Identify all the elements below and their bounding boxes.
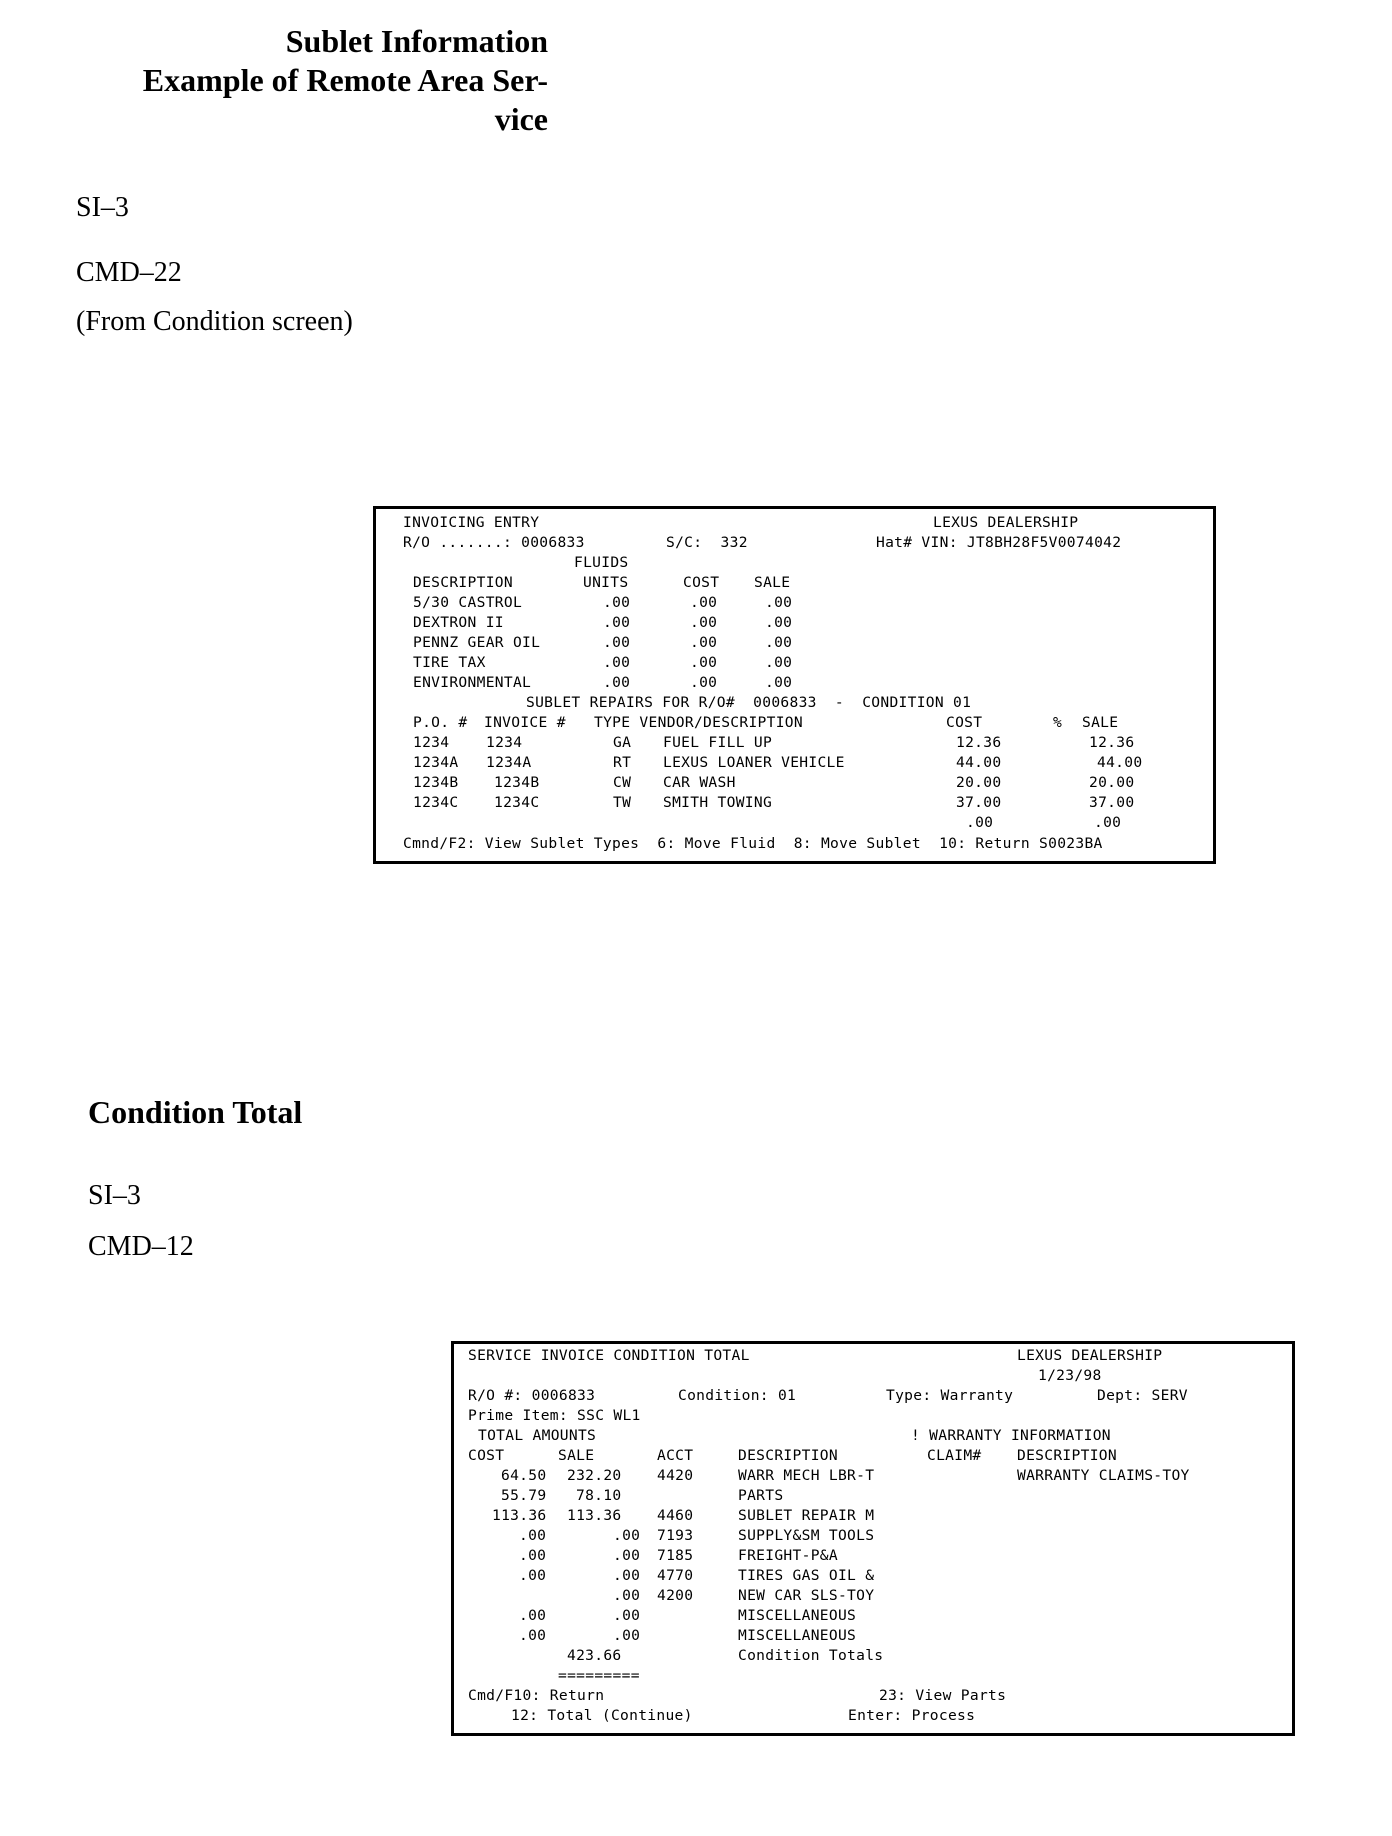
column-description: DESCRIPTION <box>738 1447 838 1464</box>
column-claim: CLAIM# <box>927 1447 982 1464</box>
reference-note: (From Condition screen) <box>76 306 353 337</box>
vin-number: Hat# VIN: JT8BH28F5V0074042 <box>876 534 1122 551</box>
prime-item: Prime Item: SSC WL1 <box>468 1407 641 1424</box>
row-acct: 7185 <box>657 1547 694 1564</box>
sublet-type: TW <box>613 794 632 811</box>
column-type-vendor: TYPE VENDOR/DESCRIPTION <box>594 714 803 731</box>
sublet-description: CAR WASH <box>663 774 736 791</box>
row-sale: .00 <box>613 1627 641 1644</box>
fluid-desc: PENNZ GEAR OIL <box>413 634 541 651</box>
dealer-name: LEXUS DEALERSHIP <box>1017 1347 1163 1364</box>
fluid-units: .00 <box>603 594 631 611</box>
column-invoice: INVOICE # <box>484 714 566 731</box>
service-code: S/C: 332 <box>666 534 748 551</box>
row-sale: .00 <box>613 1527 641 1544</box>
condition-total-screen <box>451 1341 1295 1736</box>
warranty-info-header: ! WARRANTY INFORMATION <box>911 1427 1111 1444</box>
fluid-sale: .00 <box>765 674 793 691</box>
row-cost: .00 <box>519 1627 547 1644</box>
row-sale: .00 <box>613 1567 641 1584</box>
ro-number: R/O #: 0006833 <box>468 1387 596 1404</box>
fluid-desc: ENVIRONMENTAL <box>413 674 532 691</box>
column-cost: COST <box>468 1447 505 1464</box>
fluid-sale: .00 <box>765 614 793 631</box>
sublet-sale: 44.00 <box>1097 754 1143 771</box>
row-description: FREIGHT-P&A <box>738 1547 838 1564</box>
column-cost: COST <box>683 574 720 591</box>
heading-line-2: Example of Remote Area Ser- <box>142 62 548 98</box>
sublet-sale: 12.36 <box>1089 734 1135 751</box>
screen-title: INVOICING ENTRY <box>403 514 540 531</box>
row-description: PARTS <box>738 1487 784 1504</box>
heading-line-1: Sublet Information <box>285 23 548 59</box>
row-description: NEW CAR SLS-TOY <box>738 1587 875 1604</box>
footer-total-continue: 12: Total (Continue) <box>511 1707 693 1724</box>
fluid-sale: .00 <box>765 654 793 671</box>
fluid-cost: .00 <box>690 634 718 651</box>
reference-cmd-2: CMD–12 <box>88 1231 194 1262</box>
row-acct: 4460 <box>657 1507 694 1524</box>
row-description: SUBLET REPAIR M <box>738 1507 875 1524</box>
fluid-desc: 5/30 CASTROL <box>413 594 523 611</box>
row-sale: .00 <box>613 1547 641 1564</box>
sublet-invoice: 1234B <box>494 774 540 791</box>
fluid-cost: .00 <box>690 654 718 671</box>
section-heading-condition-total: Condition Total <box>88 1094 303 1130</box>
row-cost: 113.36 <box>492 1507 547 1524</box>
sublet-po: 1234B <box>413 774 459 791</box>
column-sublet-sale: SALE <box>1082 714 1119 731</box>
sublet-sale: 37.00 <box>1089 794 1135 811</box>
column-sale: SALE <box>558 1447 595 1464</box>
function-key-bar: Cmnd/F2: View Sublet Types 6: Move Fluid 8: Move Sublet 10: Return S0023BA <box>403 835 1103 852</box>
footer-return: Cmd/F10: Return <box>468 1687 605 1704</box>
row-sale: .00 <box>613 1607 641 1624</box>
section-heading-sublet <box>60 22 548 139</box>
invoicing-entry-screen <box>373 506 1216 864</box>
reference-si-2: SI–3 <box>88 1180 141 1211</box>
row-sale: .00 <box>613 1587 641 1604</box>
screen-title: SERVICE INVOICE CONDITION TOTAL <box>468 1347 750 1364</box>
sublet-type: RT <box>613 754 632 771</box>
fluid-sale: .00 <box>765 594 793 611</box>
row-description: TIRES GAS OIL & <box>738 1567 875 1584</box>
sublet-total-cost: .00 <box>966 814 994 831</box>
sublet-cost: 12.36 <box>956 734 1002 751</box>
total-amounts-label: TOTAL AMOUNTS <box>478 1427 597 1444</box>
row-cost: .00 <box>519 1547 547 1564</box>
row-acct: 4770 <box>657 1567 694 1584</box>
fluid-desc: DEXTRON II <box>413 614 504 631</box>
column-sale: SALE <box>754 574 791 591</box>
sublet-type: CW <box>613 774 632 791</box>
sublet-header: SUBLET REPAIRS FOR R/O# 0006833 - CONDITION 01 <box>526 694 972 711</box>
row-description: MISCELLANEOUS <box>738 1627 857 1644</box>
row-cost: .00 <box>519 1607 547 1624</box>
fluid-sale: .00 <box>765 634 793 651</box>
column-po: P.O. # <box>413 714 468 731</box>
condition-totals-label: Condition Totals <box>738 1647 884 1664</box>
dealer-name: LEXUS DEALERSHIP <box>933 514 1079 531</box>
column-units: UNITS <box>583 574 629 591</box>
row-sale: 232.20 <box>567 1467 622 1484</box>
invoice-type: Type: Warranty <box>886 1387 1014 1404</box>
condition-total-sale: 423.66 <box>567 1647 622 1664</box>
row-cost: 55.79 <box>501 1487 547 1504</box>
column-percent: % <box>1053 714 1063 731</box>
fluid-units: .00 <box>603 614 631 631</box>
row-acct: 7193 <box>657 1527 694 1544</box>
sublet-po: 1234 <box>413 734 450 751</box>
sublet-description: LEXUS LOANER VEHICLE <box>663 754 845 771</box>
sublet-po: 1234A <box>413 754 459 771</box>
column-sublet-cost: COST <box>946 714 983 731</box>
total-double-rule: ========= <box>558 1667 640 1684</box>
invoice-date: 1/23/98 <box>1038 1367 1102 1384</box>
sublet-cost: 20.00 <box>956 774 1002 791</box>
row-cost: .00 <box>519 1567 547 1584</box>
column-warranty-description: DESCRIPTION <box>1017 1447 1117 1464</box>
footer-process: Enter: Process <box>848 1707 976 1724</box>
row-warranty-description: WARRANTY CLAIMS-TOY <box>1017 1467 1190 1484</box>
sublet-invoice: 1234A <box>486 754 532 771</box>
row-description: MISCELLANEOUS <box>738 1607 857 1624</box>
row-description: WARR MECH LBR-T <box>738 1467 875 1484</box>
sublet-po: 1234C <box>413 794 459 811</box>
heading-line-3: vice <box>494 101 548 137</box>
fluid-units: .00 <box>603 674 631 691</box>
fluid-units: .00 <box>603 654 631 671</box>
sublet-total-sale: .00 <box>1094 814 1122 831</box>
sublet-sale: 20.00 <box>1089 774 1135 791</box>
sublet-cost: 44.00 <box>956 754 1002 771</box>
fluid-cost: .00 <box>690 614 718 631</box>
sublet-type: GA <box>613 734 632 751</box>
sublet-cost: 37.00 <box>956 794 1002 811</box>
row-description: SUPPLY&SM TOOLS <box>738 1527 875 1544</box>
fluid-cost: .00 <box>690 594 718 611</box>
fluid-cost: .00 <box>690 674 718 691</box>
row-acct: 4200 <box>657 1587 694 1604</box>
row-sale: 78.10 <box>576 1487 622 1504</box>
reference-si: SI–3 <box>76 192 129 223</box>
row-acct: 4420 <box>657 1467 694 1484</box>
sublet-description: FUEL FILL UP <box>663 734 773 751</box>
sublet-description: SMITH TOWING <box>663 794 773 811</box>
row-cost: 64.50 <box>501 1467 547 1484</box>
column-description: DESCRIPTION <box>413 574 513 591</box>
reference-cmd: CMD–22 <box>76 257 182 288</box>
footer-view-parts: 23: View Parts <box>879 1687 1007 1704</box>
sublet-invoice: 1234C <box>494 794 540 811</box>
fluid-desc: TIRE TAX <box>413 654 486 671</box>
fluids-header: FLUIDS <box>574 554 629 571</box>
column-acct: ACCT <box>657 1447 694 1464</box>
row-cost: .00 <box>519 1527 547 1544</box>
department: Dept: SERV <box>1097 1387 1188 1404</box>
fluid-units: .00 <box>603 634 631 651</box>
ro-number: R/O .......: 0006833 <box>403 534 585 551</box>
row-sale: 113.36 <box>567 1507 622 1524</box>
condition-number: Condition: 01 <box>678 1387 797 1404</box>
sublet-invoice: 1234 <box>486 734 523 751</box>
